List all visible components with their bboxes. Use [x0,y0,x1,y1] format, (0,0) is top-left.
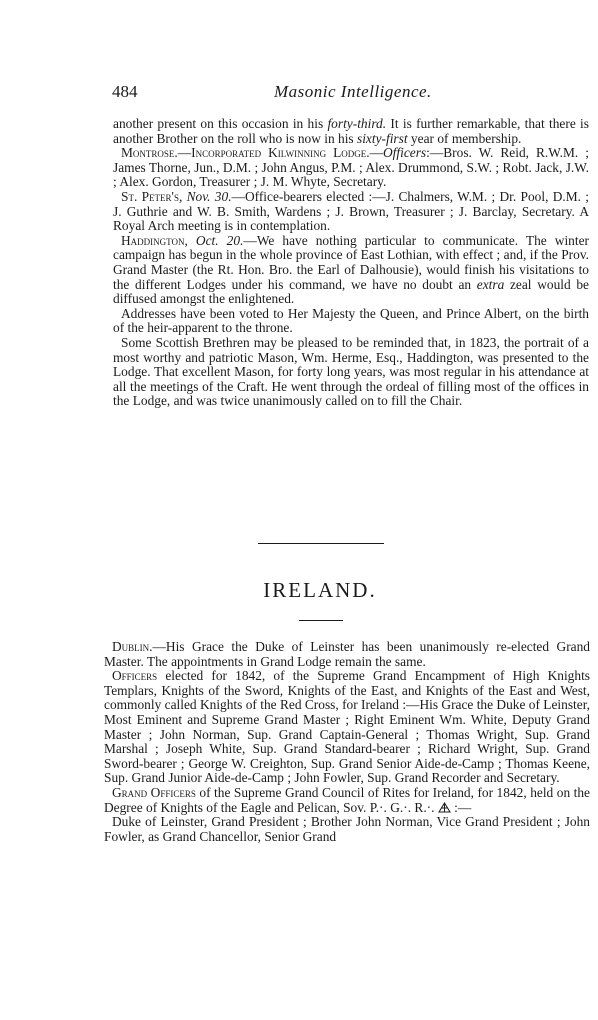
paragraph-montrose [113,146,589,190]
text-run: elected for 1842, of the Supreme Grand Encampment of High Knights Templars, Knights of the Sword, Knights of the East, and Knights of the East and West, commonly called Knights of the Red Cross, for Ireland :—His Grace the Duke of Leinster, Most Eminent and Supreme Grand Master ; Right Eminent Wm. White, Deputy Grand Master ; John Norman, Sup. Grand Captain-General ; Thomas Wright, Sup. Grand Marshal ; Joseph White, Sup. Grand Standard-bearer ; Richard Wright, Sup. Grand Sword-bearer ; George W. Creighton, Sup. Grand Senior Aide-de-Camp ; Thomas Keene, Sup. Grand Junior Aide-de-Camp ; John Fowler, Sup. Grand Recorder and Secretary. [104,668,590,786]
text-run: Haddington, [121,232,188,248]
text-run: Grand Officers [112,784,196,800]
text-run: —Office-bearers elected :—J. Chalmers, W.M. ; Dr. Pool, D.M. ; J. Guthrie and W. B. Smith, Wardens ; J. Brown, Treasurer ; J. Barclay, Secretary. A Royal Arch meeting is in contemplation. [113,188,589,234]
text-run: Officers [112,668,158,684]
running-title: Masonic Intelligence. [274,82,432,101]
text-run: Dublin. [112,639,153,654]
page-number: 484 [112,82,138,101]
scotland-section [113,117,589,409]
paragraph-haddington [113,234,589,307]
text-run: :— [450,799,472,815]
paragraph-st-peters [113,190,589,234]
ireland-section [104,640,590,844]
text-run: forty-third. [327,116,387,131]
text-run: zeal would be diffused amongst the enlightened. [113,276,589,307]
paragraph-continuation [113,117,589,146]
paragraph-addresses: Addresses have been voted to Her Majesty the Queen, and Prince Albert, on the birth of the heir-apparent to the throne. [113,305,589,336]
section-divider-top [258,543,384,544]
paragraph-scottish-brethren: Some Scottish Brethren may be pleased to be reminded that, in 1823, the portrait of a most worthy and patriotic Mason, Wm. Herme, Esq., Haddington, was presented to the Lodge. That excellent Mason, for forty long years, was most regular in his attendance at all the meetings of the Craft. He went through the ordeal of filling most of the offices in the Lodge, and was twice unanimously called on to fill the Chair. [113,334,589,409]
text-run: of the Supreme Grand Council of Rites for Ireland, for 1842, held on the Degree of Knights of the Eagle and Pelican, Sov. P.·. G.·. R.·. [104,784,590,815]
text-run: It is further remarkable, that there is another Brother on the roll who is now in his [113,116,589,146]
page-header [112,82,472,102]
paragraph-grand-officers [104,786,590,815]
text-run: —We have nothing particular to communicate. The winter campaign has begun in the whole province of East Lothian, with effect ; and, if the Prov. Grand Master (the Rt. Hon. Bro. the Earl of Dalhousie), would finish his visitations to the different Lodges under his command, we have no doubt an [113,232,589,292]
text-run: Officers [382,145,427,161]
paragraph-officers [104,669,590,786]
text-run: extra [476,276,505,292]
masonic-symbol-icon [438,802,451,813]
section-divider-bottom [299,620,343,621]
text-run: St. Peter's, [121,188,183,204]
text-run: —His Grace the Duke of Leinster has been unanimously re-elected Grand Master. The appointments in Grand Lodge remain the same. [104,639,590,669]
text-run: sixty-first [356,130,408,146]
paragraph-dublin [104,640,590,669]
text-run: Montrose.—Incorporated Kilwinning Lodge.— [121,145,383,161]
text-run: Oct. 20. [187,232,244,248]
text-run: year of membership. [407,130,522,146]
text-run: Nov. 30. [182,188,232,204]
section-title-ireland: IRELAND. [263,578,377,602]
text-run: :—Bros. W. Reid, R.W.M. ; James Thorne, Jun., D.M. ; John Angus, P.M. ; Alex. Drummond, S.W. ; Robt. Jack, J.W. ; Alex. Gordon, Treasurer ; J. M. Whyte, Secretary. [113,145,590,190]
text-run: another present on this occasion in his [113,116,328,131]
paragraph-duke: Duke of Leinster, Grand President ; Brother John Norman, Vice Grand President ; John Fowler, as Grand Chancellor, Senior Grand [104,814,590,844]
